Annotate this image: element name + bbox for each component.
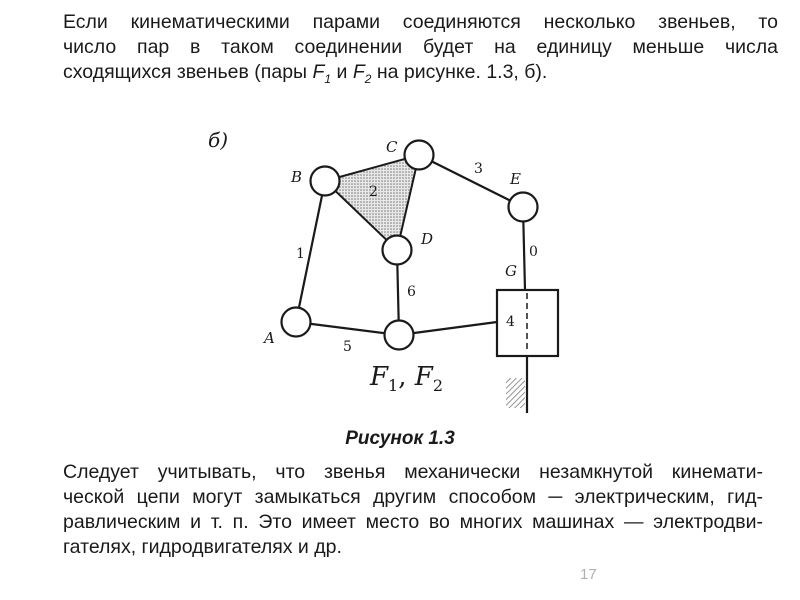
label-b: B	[291, 168, 303, 186]
joint-f	[385, 321, 414, 350]
label-a: A	[264, 329, 275, 347]
link-2-triangle	[325, 155, 419, 250]
pair-f1-subscript: 1	[324, 71, 332, 86]
link-number-0: 0	[529, 244, 538, 260]
link-3-bar	[419, 155, 523, 207]
pair-formula: $F_1$, $F_2$	[370, 362, 443, 395]
joint-e	[509, 193, 538, 222]
pair-f2-subscript: 2	[364, 71, 372, 86]
note-paragraph	[63, 460, 763, 560]
link-number-3: 3	[474, 161, 483, 177]
note-line-1: Следует учитывать, что звенья механически незамкнутой кинемати-	[63, 461, 763, 483]
link-number-5: 5	[343, 339, 352, 355]
joint-c	[405, 141, 434, 170]
note-line-3: равлическим и т. п. Это имеет место во многих машинах — электродви-	[63, 511, 763, 533]
link-number-1: 1	[296, 246, 305, 262]
label-e: E	[510, 170, 521, 188]
link-number-4: 4	[506, 314, 515, 330]
joint-b	[311, 167, 340, 196]
label-c: C	[386, 138, 398, 156]
note-line-2: ческой цепи могут замыкаться другим способом ─ электрическим, гид-	[63, 486, 763, 508]
intro-line-1: Если кинематическими парами соединяются несколько звеньев, то	[63, 11, 778, 33]
pair-f2-letter: F	[352, 61, 365, 83]
link-number-6: 6	[407, 284, 416, 300]
pair-f1-letter: F	[312, 61, 325, 83]
ground-hatching	[506, 378, 525, 408]
intro-line-3: сходящихся звеньев (пары $F_1$ и $F_2$ на рисунке. 1.3, б).	[63, 61, 548, 86]
intro-line-2: число пар в таком соединении будет на единицу меньше числа	[63, 36, 778, 58]
panel-label: б)	[208, 128, 229, 152]
figure-caption: Рисунок 1.3	[345, 428, 455, 449]
label-d: D	[421, 230, 434, 248]
note-line-4: гателях, гидродвигателях и др.	[63, 536, 342, 558]
joint-d	[383, 236, 412, 265]
link-number-2: 2	[369, 184, 378, 200]
page-number: 17	[580, 566, 597, 583]
label-g: G	[505, 262, 517, 280]
joint-a	[282, 308, 311, 337]
